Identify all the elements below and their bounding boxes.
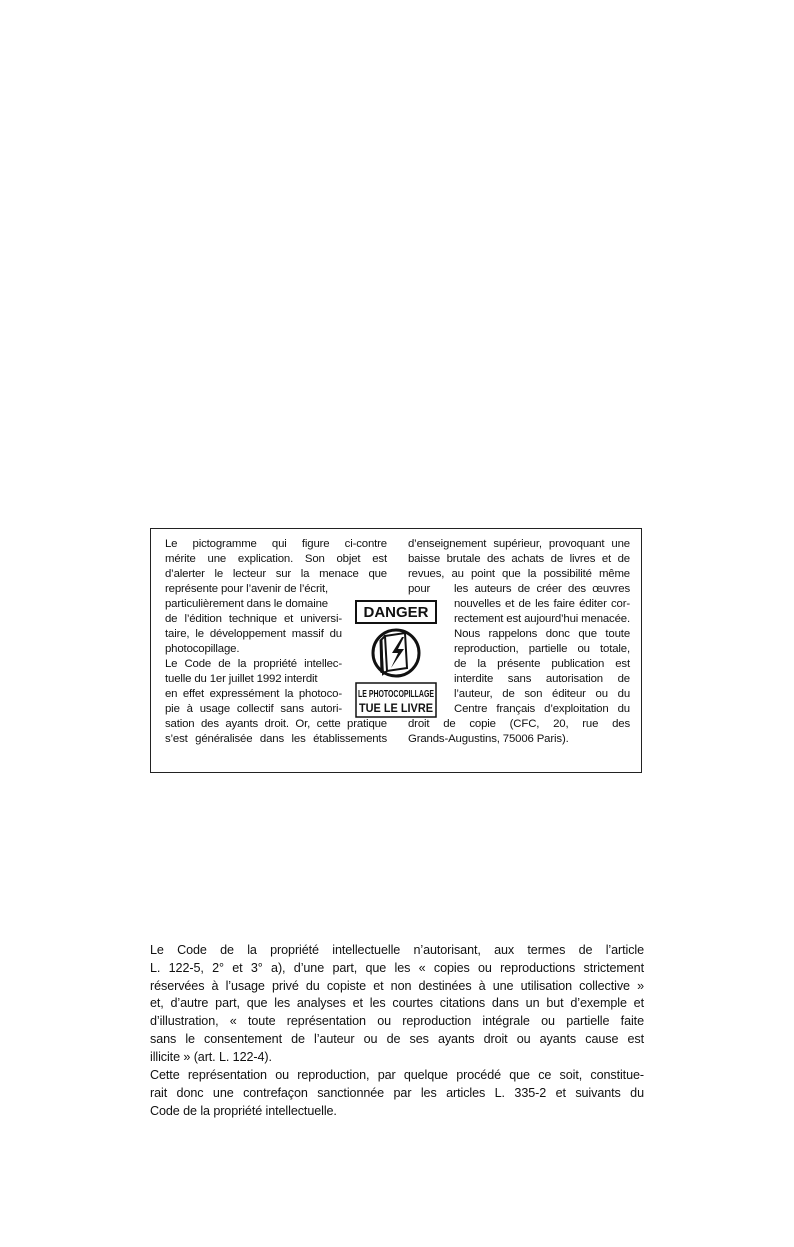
legal-paragraph-2 xyxy=(150,1067,644,1120)
notice-right-line: baisse brutale des achats de livres et de xyxy=(408,553,630,565)
legal-line: illicite » (art. L. 122-4). xyxy=(150,1049,272,1064)
notice-left-line: mérite une explication. Son objet est xyxy=(165,553,387,565)
legal-line: Cette représentation ou reproduction, par quelque procédé que ce soit, constitue- xyxy=(150,1068,644,1082)
notice-left-line: sation des ayants droit. Or, cette pratique xyxy=(165,718,387,730)
pictogram-caption-line-2: TUE LE LIVRE xyxy=(359,701,433,715)
notice-left-line: tuelle du 1er juillet 1992 interdit xyxy=(165,673,318,685)
notice-left-line: s’est généralisée dans les établissements xyxy=(165,733,387,745)
danger-label: DANGER xyxy=(363,604,429,621)
book-lightning-icon xyxy=(373,630,419,676)
notice-right-line: d’enseignement supérieur, provoquant une xyxy=(408,538,630,550)
notice-left-line: d’alerter le lecteur sur la menace que xyxy=(165,568,387,580)
notice-left-line: photocopillage. xyxy=(165,643,240,655)
notice-right-line: Nous rappelons donc que toute xyxy=(454,628,630,640)
pictogram-caption-line-1: LE PHOTOCOPILLAGE xyxy=(358,689,435,700)
legal-line: d’illustration, « toute représentation ou reproduction intégrale ou partielle faite xyxy=(150,1014,644,1029)
legal-line: Le Code de la propriété intellectuelle n’autorisant, aux termes de l’article xyxy=(150,943,644,957)
notice-right-line: interdite sans autorisation de xyxy=(454,673,630,685)
notice-left-line: en effet expressément la photoco- xyxy=(165,688,342,700)
legal-line: sans le consentement de l’auteur ou de ses ayants droit ou ayants cause est xyxy=(150,1031,644,1046)
notice-right-line: revues, au point que la possibilité même pour xyxy=(408,568,630,596)
notice-left-line: particulièrement dans le domaine xyxy=(165,598,328,610)
notice-right-line: reproduction, partielle ou totale, xyxy=(454,643,630,655)
notice-right-line: Centre français d’exploitation du xyxy=(454,703,630,715)
notice-left-line: Le Code de la propriété intellec- xyxy=(165,658,342,670)
notice-left-line: représente pour l’avenir de l’écrit, xyxy=(165,583,329,595)
legal-line: rait donc une contrefaçon sanctionnée par les articles L. 335-2 et suivants du xyxy=(150,1085,644,1100)
legal-line: L. 122-5, 2° et 3° a), d’une part, que les « copies ou reproductions strictement xyxy=(150,960,644,975)
legal-line: et, d’autre part, que les analyses et les courtes citations dans un but d’exemple et xyxy=(150,996,644,1011)
legal-line: Code de la propriété intellectuelle. xyxy=(150,1103,337,1118)
notice-left-line: taire, le développement massif du xyxy=(165,628,342,640)
danger-photocopillage-pictogram xyxy=(355,600,437,718)
legal-line: réservées à l’usage privé du copiste et non destinées à une utilisation collective » xyxy=(150,978,644,993)
legal-paragraph-1 xyxy=(150,942,644,1067)
notice-right-line: nouvelles et de les faire éditer cor- xyxy=(454,598,630,610)
notice-right-line: l’auteur, de son éditeur ou du xyxy=(454,688,630,700)
notice-right-line: de la présente publication est xyxy=(454,658,630,670)
notice-right-line: Grands-Augustins, 75006 Paris). xyxy=(408,733,569,745)
notice-left-line: pie à usage collectif sans autori- xyxy=(165,703,342,715)
notice-right-line: rectement est aujourd’hui menacée. xyxy=(454,613,630,625)
notice-right-line: les auteurs de créer des œuvres xyxy=(454,583,630,595)
notice-left-line: de l’édition technique et universi- xyxy=(165,613,342,625)
notice-right-line: droit de copie (CFC, 20, rue des xyxy=(408,718,630,730)
notice-left-line: Le pictogramme qui figure ci-contre xyxy=(165,538,387,550)
